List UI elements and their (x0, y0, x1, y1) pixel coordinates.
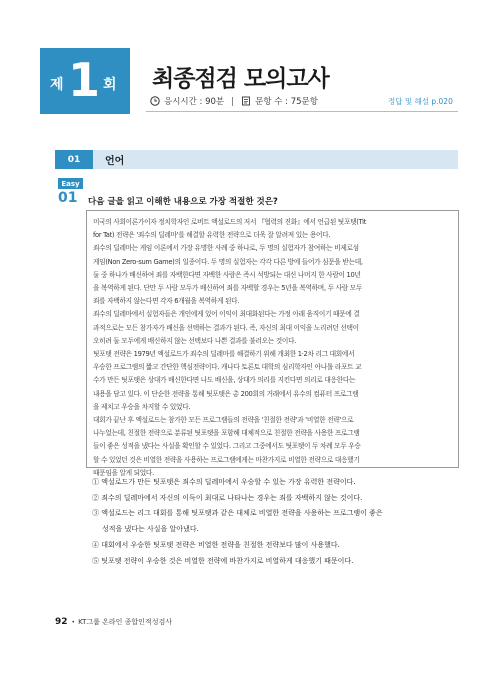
page-title: 최종점검 모의고사 (152, 66, 329, 92)
questions-label: 문항 수 : 75문항 (255, 97, 318, 107)
question-number: 01 (58, 190, 78, 206)
passage-line: 죄수의 딜레마는 게임 이론에서 가장 유명한 사례 중 하나로, 두 명의 실험자가 참여하는 비제로섬 (93, 244, 359, 253)
option-marker: ④ (92, 540, 99, 549)
round-suffix: 회 (103, 77, 117, 93)
passage-line: 내용을 담고 있다. 이 단순한 전략을 통해 팃포탯은 총 200회의 거래에서 유수의 컴퓨터 프로그램 (93, 389, 359, 398)
option-text: 대회에서 우승한 팃포탯 전략은 비열한 전략을 친절한 전략보다 많이 사용했다. (101, 540, 340, 549)
answer-reference: 정답 및 해설 p.020 (388, 97, 453, 106)
option-text: 죄수의 딜레마에서 자신의 이득이 최대로 나타나는 경우는 죄를 자백하지 않는 것이다. (101, 493, 363, 502)
time-label: 응시시간 : 90분 (164, 97, 225, 107)
option-text: 팃포탯 전략이 우승한 것은 비열한 전략에 바찬가지로 비열하게 대응했기 때문이다. (101, 556, 354, 565)
footer-separator: • (71, 619, 76, 626)
option-marker: ③ (92, 509, 99, 518)
passage-line: 둘 중 하나가 배신하여 죄를 자백한다면 자백한 사람은 즉시 석방되는 대신 나머지 한 사람이 10년 (93, 270, 361, 279)
passage-line: 을 제치고 우승을 차지할 수 있었다. (93, 402, 191, 411)
passage-line: 미국의 사회이론가이자 정치학자인 로버트 액설로드의 저서 『협력의 진화』에서 언급된 팃포탯(Tit (93, 218, 367, 226)
clock-icon (150, 96, 160, 106)
book-title: KT그룹 온라인 종합인적성검사 (78, 618, 172, 626)
section-number: 01 (55, 150, 93, 169)
round-number: 1 (68, 53, 101, 107)
answer-options (92, 475, 462, 569)
passage-line: 할 수 있었던 것은 비열한 전략을 사용하는 프로그램에게는 마찬가지로 비열한 전략으로 대응했기 (93, 455, 360, 464)
passage-line: for Tat) 전략은 '죄수의 딜레마'를 해결할 유력한 전략으로 더욱 잘 알려져 있는 용어다. (93, 231, 331, 240)
option-5[interactable] (92, 554, 462, 570)
round-badge (40, 48, 130, 114)
option-text: 액설로드는 리그 대회를 통해 팃포탯과 같은 대체로 비열한 전략을 사용하는 프로그램이 좋은 (101, 509, 383, 518)
option-3[interactable] (92, 506, 462, 522)
document-icon (241, 96, 251, 106)
option-marker: ⑤ (92, 556, 99, 565)
title-divider (146, 111, 458, 112)
passage-line: 을 복역하게 된다. 단만 두 사람 모두가 배신하여 죄를 자백할 경우는 5년을 복역하며, 두 사람 모두 (93, 284, 363, 293)
passage-line: 우승한 프로그램의 짧고 간단한 핵심전략이다. 캐나다 토론토 대학의 심리학자인 아나톨 라포트 교 (93, 363, 362, 372)
passage-line: 죄수의 딜레마에서 실험자들은 개인에게 있어 이익이 최대화된다는 가정 아래 움직이기 때문에 결 (93, 310, 360, 319)
option-3-continuation: 성적을 냈다는 사실을 알아냈다. (102, 525, 199, 534)
exam-meta (150, 95, 326, 107)
option-4[interactable] (92, 538, 462, 554)
passage-line: 들이 좋은 성적을 냈다는 사실을 확인할 수 있었다. 그리고 그중에서도 팃포탯이 두 차례 모두 우승 (93, 442, 361, 451)
passage (93, 216, 456, 480)
round-prefix: 제 (50, 77, 64, 93)
option-marker: ① (92, 478, 99, 486)
passage-line: 수가 만든 팃포탯은 상대가 배신한다면 나도 배신을, 상대가 의리를 지킨다면 의리로 대응한다는 (93, 376, 356, 385)
passage-line: 대회가 끝난 후 액설로드는 참가한 모든 프로그램들의 전략을 '친절한 전략'과 '비열한 전략'으로 (93, 416, 354, 425)
time-info (150, 95, 224, 107)
meta-divider (232, 97, 233, 106)
section-title: 언어 (105, 156, 125, 167)
page-number: 92 (55, 617, 68, 627)
passage-line: 오히려 둘 모두에게 배신하지 않는 선택보다 나쁜 결과를 불러오는 것이다. (93, 336, 297, 345)
question-stem: 다음 글을 읽고 이해한 내용으로 가장 적절한 것은? (88, 197, 278, 207)
page-footer (55, 617, 172, 627)
passage-line: 팃포탯 전략은 1979년 액설로드가 죄수의 딜레마를 해결하기 위해 개최한 1·2차 리그 대회에서 (93, 350, 355, 359)
passage-line: 게임(Non Zero-sum Game)의 일종이다. 두 명의 실험자는 각각 다른 방에 들어가 심문을 받는데, (93, 257, 363, 266)
option-1[interactable] (92, 475, 462, 491)
question-count-info (241, 95, 318, 107)
passage-line: 과적으로는 모든 참가자가 배신을 선택하는 결과가 된다. 즉, 자신의 최대 이익을 노리려던 선택이 (93, 323, 359, 332)
option-marker: ② (92, 493, 99, 502)
passage-line: 때문임을 알게 되었다. (93, 468, 154, 477)
difficulty-badge: Easy (58, 178, 83, 189)
passage-line: 죄를 자백하지 않는다면 각자 6개월을 복역하게 된다. (93, 297, 240, 306)
option-2[interactable] (92, 491, 462, 507)
passage-line: 나누었는데, 친절한 전략으로 분류된 팃포탯을 포함해 대체적으로 친절한 전략을 사용한 프로그램 (93, 429, 360, 438)
section-bar (55, 150, 458, 169)
option-text: 액설로드가 만든 팃포탯은 죄수의 딜레마에서 우승할 수 있는 가장 유력한 전략이다. (101, 478, 356, 486)
